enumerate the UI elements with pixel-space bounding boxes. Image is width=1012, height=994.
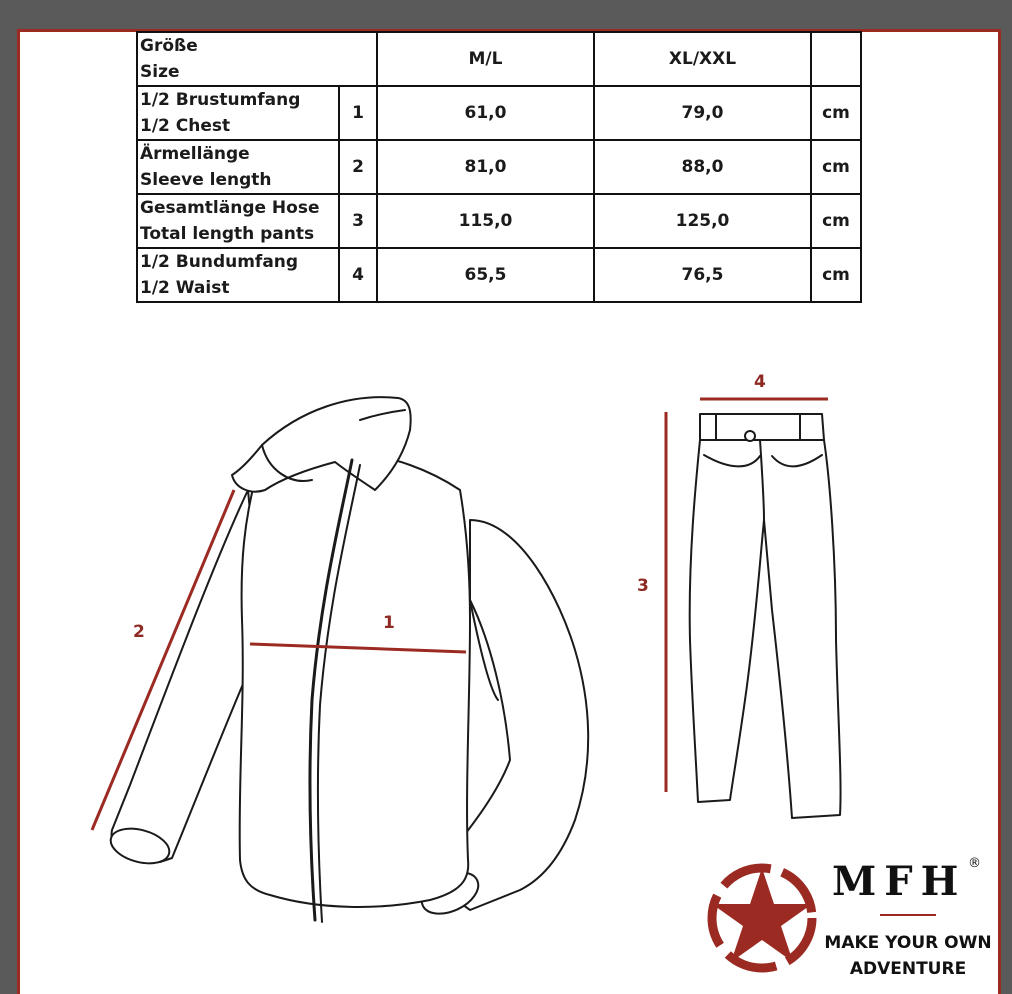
jacket-drawing	[107, 397, 588, 922]
size-header-en: Size	[140, 62, 180, 82]
pants-drawing	[690, 414, 841, 818]
row-unit: cm	[811, 140, 861, 194]
row-label-de: Ärmellänge	[140, 144, 250, 164]
row-value-xl: 76,5	[594, 248, 811, 302]
row-label-de: Gesamtlänge Hose	[140, 198, 320, 218]
column-header-xl: XL/XXL	[594, 32, 811, 86]
slogan-line-1: MAKE YOUR OWN	[824, 933, 992, 953]
brand-slogan	[824, 930, 992, 982]
row-unit: cm	[811, 194, 861, 248]
row-value-ml: 81,0	[377, 140, 594, 194]
row-value-ml: 115,0	[377, 194, 594, 248]
row-label-en: 1/2 Chest	[140, 116, 231, 136]
row-unit: cm	[811, 86, 861, 140]
row-number: 4	[339, 248, 377, 302]
row-value-ml: 61,0	[377, 86, 594, 140]
row-label-de: 1/2 Brustumfang	[140, 90, 301, 110]
row-value-ml: 65,5	[377, 248, 594, 302]
brand-name: MFH	[832, 858, 967, 905]
row-number: 1	[339, 86, 377, 140]
column-header-ml: M/L	[377, 32, 594, 86]
row-value-xl: 125,0	[594, 194, 811, 248]
row-value-xl: 79,0	[594, 86, 811, 140]
waist-dimension-label: 4	[754, 372, 766, 392]
logo-divider	[880, 914, 936, 916]
size-header-de: Größe	[140, 36, 198, 56]
pants-length-dimension-label: 3	[637, 576, 649, 596]
row-label-en: Total length pants	[140, 224, 315, 244]
row-unit: cm	[811, 248, 861, 302]
row-value-xl: 88,0	[594, 140, 811, 194]
slogan-line-2: ADVENTURE	[849, 959, 967, 979]
chest-dimension-label: 1	[383, 613, 395, 633]
row-number: 2	[339, 140, 377, 194]
row-number: 3	[339, 194, 377, 248]
sleeve-dimension-label: 2	[133, 622, 145, 642]
row-label-en: 1/2 Waist	[140, 278, 230, 298]
registered-mark: ®	[968, 856, 981, 871]
row-label-de: 1/2 Bundumfang	[140, 252, 299, 272]
row-label-en: Sleeve length	[140, 170, 272, 190]
mfh-star-logo	[712, 868, 812, 968]
